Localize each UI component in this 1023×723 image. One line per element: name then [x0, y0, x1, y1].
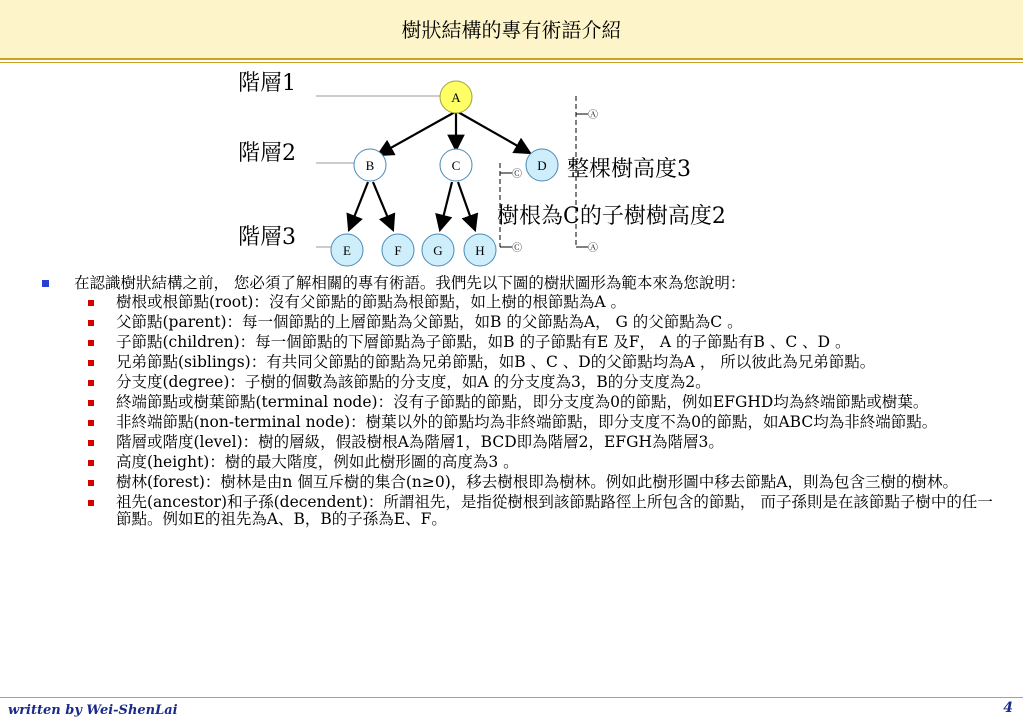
footer-author: written by Wei-ShenLai: [8, 703, 178, 718]
node-d: [526, 149, 558, 181]
tree-svg: [0, 60, 1023, 275]
svg-text:E: E: [343, 243, 351, 258]
list-item: 非終端節點(non-terminal node)：樹葉以外的節點均為非終端節點，即分支度不為0的節點，如ABC均為非終端節點。: [42, 414, 1002, 431]
svg-text:C: C: [451, 158, 461, 173]
bullet-square-icon: [42, 280, 49, 287]
bullet-icon: [88, 420, 94, 426]
list-item: 分支度(degree)：子樹的個數為該節點的分支度，如A 的分支度為3，B的分支度為2。: [42, 374, 1002, 391]
bullet-icon: [88, 480, 94, 486]
svg-text:F: F: [394, 243, 402, 258]
level-1-label: 階層1: [238, 71, 296, 96]
level-2-label: 階層2: [238, 141, 296, 166]
list-item: 子節點(children)：每一個節點的下層節點為子節點，如B 的子節點有E 及F， A 的子節點有B 、C 、D 。: [42, 334, 1002, 351]
node-g: [422, 234, 454, 266]
marker-c-top: Ⓒ: [512, 169, 522, 180]
terms-list: [42, 275, 1002, 531]
list-item: 終端節點或樹葉節點(terminal node)：沒有子節點的節點，即分支度為0的節點，例如EFGHD均為終端節點或樹葉。: [42, 394, 1002, 411]
bullet-icon: [88, 300, 94, 306]
node-b: [354, 149, 386, 181]
bullet-icon: [88, 380, 94, 386]
list-item: 父節點(parent)：每一個節點的上層節點為父節點，如B 的父節點為A， G 的父節點為C 。: [42, 314, 1002, 331]
list-item: 高度(height)：樹的最大階度，例如此樹形圖的高度為3 。: [42, 454, 1002, 471]
bullet-icon: [88, 460, 94, 466]
bullet-icon: [88, 320, 94, 326]
node-c: [440, 149, 472, 181]
edge-b-f: [373, 182, 393, 230]
slide-title: 樹狀結構的專有術語介紹: [401, 18, 622, 42]
level-3-label: 階層3: [238, 225, 296, 250]
edge-c-g: [440, 182, 452, 230]
list-item: 樹根或根節點(root)：沒有父節點的節點為根節點，如上樹的根節點為A 。: [42, 294, 1002, 311]
node-e: [331, 234, 363, 266]
bullet-icon: [88, 400, 94, 406]
page-number: 4: [1003, 700, 1013, 716]
intro-item: [42, 275, 1002, 292]
list-item: 兄弟節點(siblings)：有共同父節點的節點為兄弟節點，如B 、C 、D的父節點均為A ， 所以彼此為兄弟節點。: [42, 354, 1002, 371]
intro-text: 在認識樹狀結構之前， 您必須了解相關的專有術語。我們先以下圖的樹狀圖形為範本來為您說明：: [74, 274, 746, 292]
bullet-icon: [88, 360, 94, 366]
svg-text:G: G: [433, 243, 443, 258]
subtree-height-note: 樹根為C的子樹樹高度2: [497, 204, 726, 229]
svg-text:D: D: [537, 158, 547, 173]
node-h: [464, 234, 496, 266]
list-item: 階層或階度(level)：樹的層級，假設樹根A為階層1，BCD即為階層2，EFGH為階層3。: [42, 434, 1002, 451]
bullet-icon: [88, 340, 94, 346]
node-f: [382, 234, 414, 266]
marker-a-top: Ⓐ: [588, 110, 598, 121]
svg-text:H: H: [475, 243, 485, 258]
edge-a-b: [378, 112, 455, 155]
list-item: 樹林(forest)：樹林是由n 個互斥樹的集合(n≥0)，移去樹根即為樹林。例如此樹形圖中移去節點A，則為包含三樹的樹林。: [42, 474, 1002, 491]
edge-a-d: [458, 112, 530, 153]
edge-b-e: [349, 182, 368, 230]
tree-diagram: [0, 60, 1023, 275]
edge-c-h: [458, 182, 475, 230]
node-a: [440, 81, 472, 113]
svg-text:B: B: [365, 158, 375, 173]
bullet-icon: [88, 500, 94, 506]
tree-height-note: 整棵樹高度3: [567, 157, 691, 182]
marker-a-bottom: Ⓐ: [588, 243, 598, 254]
footer-rule: [0, 697, 1023, 698]
svg-text:A: A: [451, 90, 461, 105]
marker-c-bottom: Ⓒ: [512, 243, 522, 254]
bullet-icon: [88, 440, 94, 446]
title-bar: [0, 0, 1023, 60]
list-item: 祖先(ancestor)和子孫(decendent)：所謂祖先，是指從樹根到該節點路徑上所包含的節點， 而子孫則是在該節點子樹中的任一節點。例如E的祖先為A、B，B的子孫為E、F。: [42, 494, 1002, 528]
